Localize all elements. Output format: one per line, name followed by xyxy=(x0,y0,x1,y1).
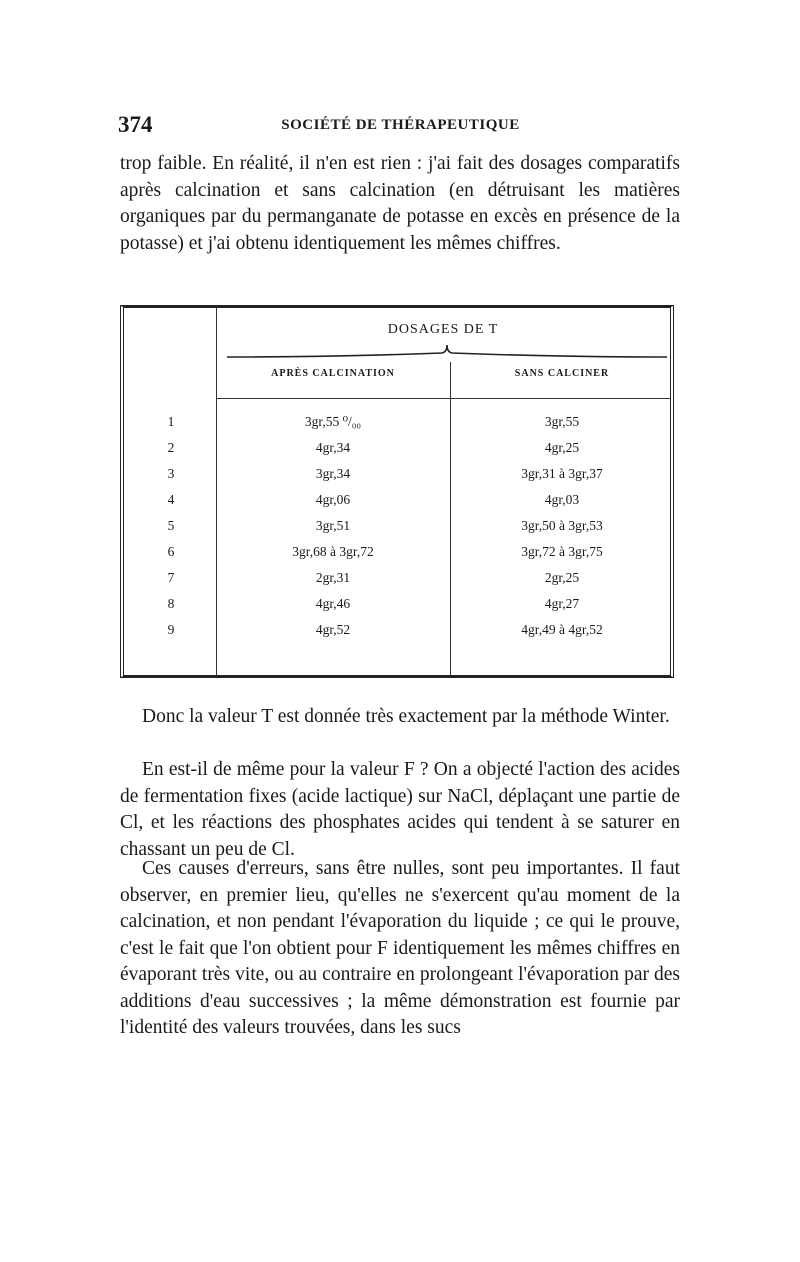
table-row xyxy=(124,414,670,440)
cell-sans: 4gr,25 xyxy=(544,440,580,455)
cell-sans: 4gr,03 xyxy=(544,492,580,507)
paragraph-3: En est-il de même pour la valeur F ? On a objecté l'action des acides de fermentation fixes (acide lactique) sur NaCl, déplaçant une partie de Cl, et les réactions des phosphates acides qui tendent à se saturer en chassant un peu de Cl. xyxy=(120,759,680,860)
row-index: 3 xyxy=(167,466,175,481)
cell-sans: 4gr,49 à 4gr,52 xyxy=(521,622,603,637)
cell-apres: 4gr,46 xyxy=(315,596,351,611)
dosages-table xyxy=(120,305,674,678)
cell-apres: 4gr,34 xyxy=(315,440,351,455)
row-index: 4 xyxy=(167,492,175,507)
header-rule xyxy=(216,398,670,399)
row-index: 7 xyxy=(167,570,175,585)
row-index: 8 xyxy=(167,596,175,611)
paragraph-1: trop faible. En réalité, il n'en est rien : j'ai fait des dosages comparatifs après calcination et sans calcination (en détruisant les matières organiques par du permanganate de potasse en excès en présence de la potasse) et j'ai obtenu identiquement les mêmes chiffres. xyxy=(120,153,680,254)
row-index: 1 xyxy=(167,414,175,429)
cell-apres: 4gr,06 xyxy=(315,492,351,507)
running-title: SOCIÉTÉ DE THÉRAPEUTIQUE xyxy=(281,117,520,133)
table-row xyxy=(124,570,670,596)
row-index: 2 xyxy=(167,440,175,455)
cell-apres: 3gr,34 xyxy=(315,466,351,481)
table-row xyxy=(124,466,670,492)
brace-icon xyxy=(227,344,667,358)
row-index: 5 xyxy=(167,518,175,533)
paragraph-2: Donc la valeur T est donnée très exactement par la méthode Winter. xyxy=(142,706,670,727)
cell-apres: 2gr,31 xyxy=(315,570,351,585)
cell-sans: 4gr,27 xyxy=(544,596,580,611)
page-header xyxy=(118,112,683,142)
table-row xyxy=(124,622,670,648)
row-index: 6 xyxy=(167,544,175,559)
cell-sans: 3gr,50 à 3gr,53 xyxy=(521,518,603,533)
table-row xyxy=(124,596,670,622)
table-row xyxy=(124,492,670,518)
row-index: 9 xyxy=(167,622,175,637)
table-row xyxy=(124,440,670,466)
col-header-sans-calciner: SANS CALCINER xyxy=(514,368,610,379)
cell-sans: 2gr,25 xyxy=(544,570,580,585)
cell-apres: 3gr,68 à 3gr,72 xyxy=(292,544,374,559)
cell-apres: 4gr,52 xyxy=(315,622,351,637)
cell-apres: 3gr,51 xyxy=(315,518,351,533)
cell-sans: 3gr,72 à 3gr,75 xyxy=(521,544,603,559)
col-header-apres-calcination: APRÈS CALCINATION xyxy=(271,368,395,379)
page-number: 374 xyxy=(118,112,153,137)
paragraph-4: Ces causes d'erreurs, sans être nulles, sont peu importantes. Il faut observer, en premier lieu, qu'elles ne s'exercent qu'au moment de la calcination, et non pendant l'évaporation du liquide ; ce qui le prouve, c'est le fait que l'on obtient pour F identiquement les mêmes chiffres en évaporant très vite, ou au contraire en prolongeant l'évaporation par des additions d'eau successives ; la même démonstration est fournie par l'identité des valeurs trouvées, dans les sucs xyxy=(120,858,680,1038)
table-row xyxy=(124,544,670,570)
cell-apres: 3gr,55 ⁰/₀₀ xyxy=(304,414,362,429)
cell-sans: 3gr,55 xyxy=(544,414,580,429)
table-row xyxy=(124,518,670,544)
cell-sans: 3gr,31 à 3gr,37 xyxy=(521,466,603,481)
table-group-caption: DOSAGES DE T xyxy=(387,322,499,337)
